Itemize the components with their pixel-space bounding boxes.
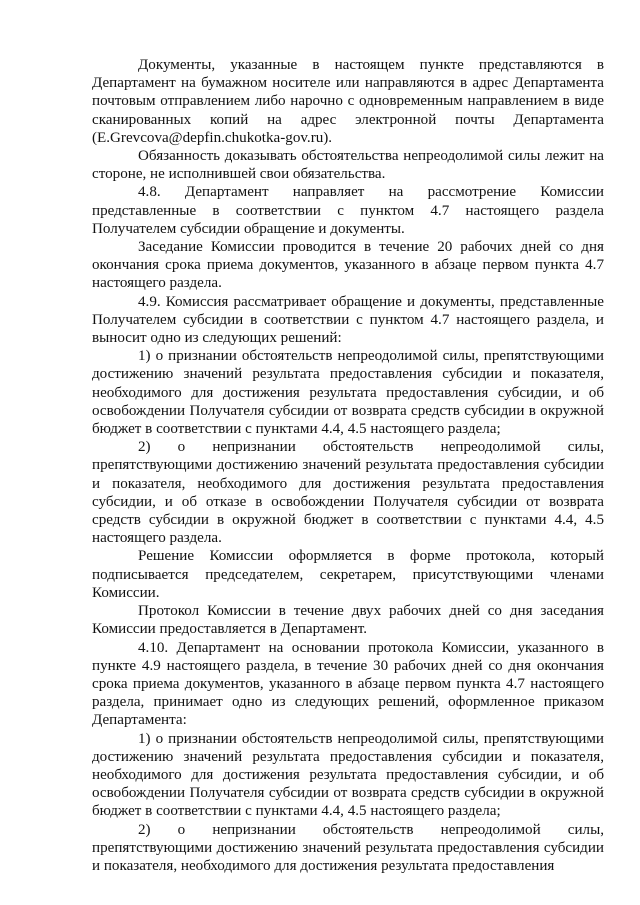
paragraph-documents-submission: Документы, указанные в настоящем пункте представляются в Департамент на бумажном носителе или направляются в адрес Департамента почтовым отправлением либо нарочно с одновременным направлением в виде сканированных копий на адрес электронной почты Департамента (E.Grevcova@depfin.chukotka-gov.ru).: [92, 57, 604, 146]
paragraph-4-9-item-1: 1) о признании обстоятельств непреодолимой силы, препятствующими достижению значений результата предоставления субсидии и показателя, необходимого для достижения результата предоставления субсидии, и об освобождении Получателя субсидии от возврата средств субсидии в окружной бюджет в соответствии с пунктами 4.4, 4.5 настоящего раздела;: [92, 348, 604, 438]
paragraph-4-10: 4.10. Департамент на основании протокола Комиссии, указанного в пункте 4.9 настоящего раздела, в течение 30 рабочих дней со дня окончания срока приема документов, указанного в абзаце первом пункта 4.7 настоящего раздела, принимает одно из следующих решений, оформленное приказом Департамента:: [92, 639, 604, 729]
paragraph-4-8: 4.8. Департамент направляет на рассмотрение Комиссии представленные в соответствии с пунктом 4.7 настоящего раздела Получателем субсидии обращение и документы.: [92, 184, 604, 237]
paragraph-commission-decision: Решение Комиссии оформляется в форме протокола, который подписывается председателем, секретарем, присутствующими членами Комиссии.: [92, 548, 604, 601]
paragraph-force-majeure-burden: Обязанность доказывать обстоятельства непреодолимой силы лежит на стороне, не исполнившей свои обязательства.: [92, 148, 604, 183]
paragraph-4-9: 4.9. Комиссия рассматривает обращение и документы, представленные Получателем субсидии в соответствии с пунктом 4.7 настоящего раздела, и выносит одно из следующих решений:: [92, 293, 604, 347]
paragraph-commission-protocol: Протокол Комиссии в течение двух рабочих дней со дня заседания Комиссии предоставляется в Департамент.: [92, 603, 604, 638]
paragraph-4-9-item-2: 2) о непризнании обстоятельств непреодолимой силы, препятствующими достижению значений результата предоставления субсидии и показателя, необходимого для достижения результата предоставления субсидии, и об отказе в освобождении Получателя субсидии от возврата средств субсидии в окружной бюджет в соответствии с пунктами 4.4, 4.5 настоящего раздела.: [92, 439, 604, 547]
paragraph-4-10-item-2: 2) о непризнании обстоятельств непреодолимой силы, препятствующими достижению значений результата предоставления субсидии и показателя, необходимого для достижения результата предоставления: [92, 821, 604, 874]
paragraph-commission-meeting: Заседание Комиссии проводится в течение 20 рабочих дней со дня окончания срока приема документов, указанного в абзаце первом пункта 4.7 настоящего раздела.: [92, 239, 604, 292]
paragraph-4-10-item-1: 1) о признании обстоятельств непреодолимой силы, препятствующими достижению значений результата предоставления субсидии и показателя, необходимого для достижения результата предоставления субсидии, и об освобождении Получателя субсидии от возврата средств субсидии в окружной бюджет в соответствии с пунктами 4.4, 4.5 настоящего раздела;: [92, 730, 604, 820]
